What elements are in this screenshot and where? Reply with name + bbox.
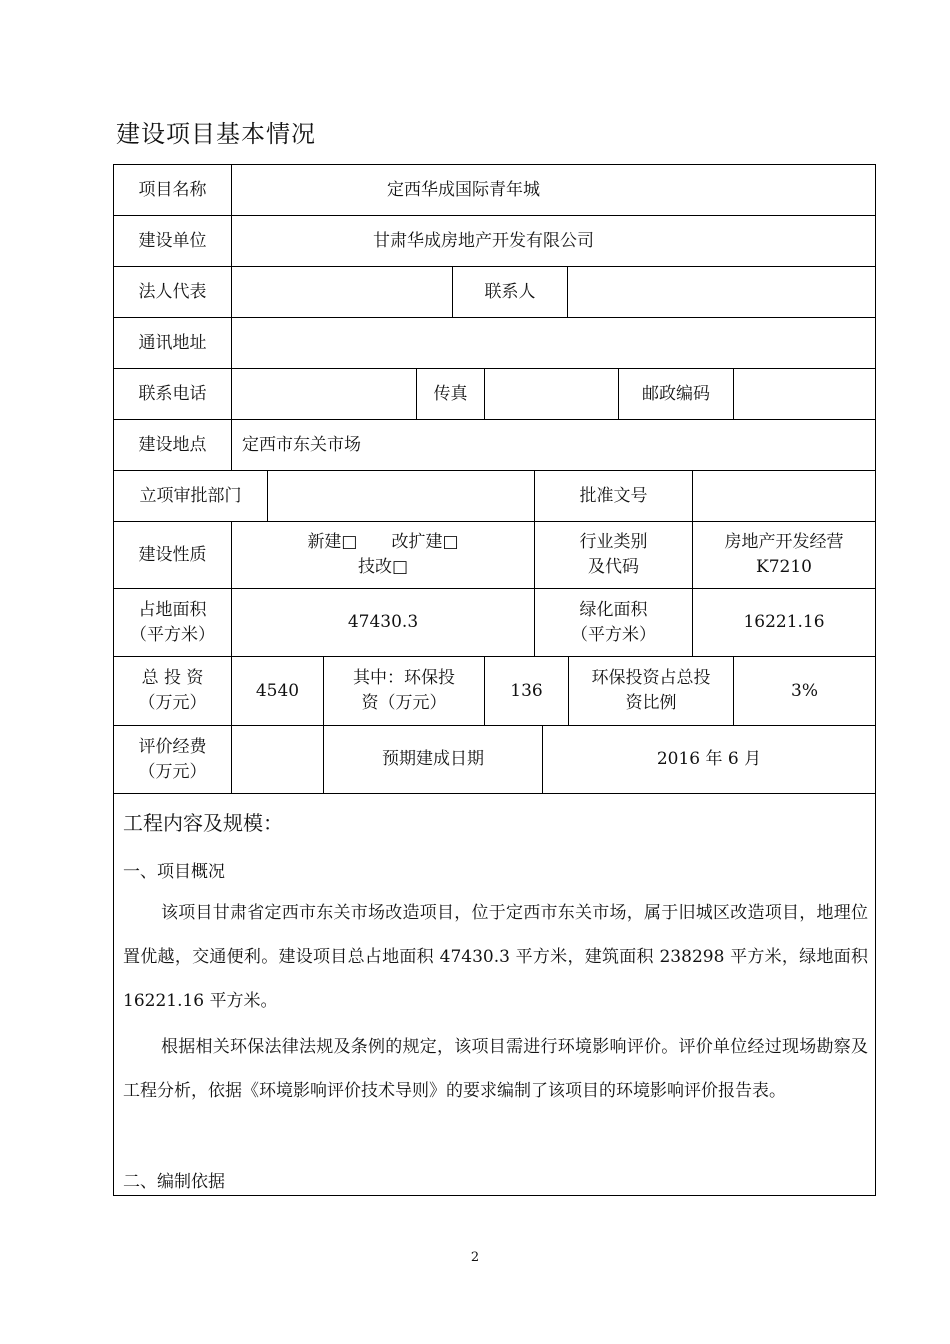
paragraph-overview: 该项目甘肃省定西市东关市场改造项目，位于定西市东关市场，属于旧城区改造项目，地理位置优越，交通便利。建设项目总占地面积 47430.3 平方米，建筑面积 238298 平方米，绿地面积 16221.16 平方米。 [123,903,868,1011]
contact-label: 联系人 [453,267,568,318]
total-invest-label [114,657,232,726]
fax-label: 传真 [417,369,485,420]
approval-dept-value [268,471,535,522]
site-value: 定西市东关市场 [232,420,875,471]
site-label: 建设地点 [114,420,232,471]
fax-value [485,369,619,420]
completion-label: 预期建成日期 [324,726,543,794]
phone-value [232,369,417,420]
green-area-label-line1: 绿化面积 [579,599,648,620]
industry-label-line2: 及代码 [588,557,639,577]
eval-fee-value [232,726,324,794]
phone-label: 联系电话 [114,369,232,420]
postcode-label: 邮政编码 [619,369,734,420]
industry-value-line2: K7210 [756,557,812,577]
nature-label: 建设性质 [114,522,232,589]
approval-no-value [693,471,875,522]
eval-fee-label-line2: （万元） [138,761,207,782]
green-area-label-line2: （平方米） [571,624,656,645]
industry-label [535,522,693,589]
land-area-label-line2: （平方米） [130,624,215,645]
green-area-value: 16221.16 [693,589,875,657]
env-ratio-label [569,657,734,726]
env-invest-value: 136 [485,657,569,726]
industry-value [693,522,875,589]
env-ratio-label-line1: 环保投资占总投 [591,668,711,688]
address-label: 通讯地址 [114,318,232,369]
project-name-text: 定西华成国际青年城 [387,179,540,200]
contact-value [568,267,875,318]
project-name-label: 项目名称 [114,165,232,216]
builder-label: 建设单位 [114,216,232,267]
page-title: 建设项目基本情况 [116,120,316,148]
total-invest-label-line2: （万元） [138,693,207,713]
env-invest-label-line1: 其中：环保投 [353,668,455,688]
nature-options-line1: 新建□ 改扩建□ [307,532,459,552]
project-name-value [232,165,875,216]
completion-value: 2016 年 6 月 [543,726,875,794]
address-value [232,318,875,369]
industry-label-line1: 行业类别 [579,532,648,552]
page-number: 2 [470,1250,480,1265]
builder-text: 甘肃华成房地产开发有限公司 [373,230,594,251]
eval-fee-label-line1: 评价经费 [138,736,207,757]
industry-value-line1: 房地产开发经营 [724,532,844,552]
legal-rep-value [232,267,453,318]
approval-dept-label: 立项审批部门 [114,471,268,522]
env-invest-label-line2: 资（万元） [361,693,447,713]
land-area-label-line1: 占地面积 [138,599,207,620]
section-heading-2: 二、编制依据 [123,1172,225,1192]
builder-value [232,216,875,267]
green-area-label [535,589,693,657]
nature-options-line2: 技改□ [357,557,409,577]
section-heading-1: 一、项目概况 [123,862,225,882]
total-invest-label-line1: 总 投 资 [141,668,204,688]
body-heading: 工程内容及规模： [123,811,283,835]
approval-no-label: 批准文号 [535,471,693,522]
nature-value [232,522,535,589]
paragraph-eia: 根据相关环保法律法规及条例的规定，该项目需进行环境影响评价。评价单位经过现场勘察及工程分析，依据《环境影响评价技术导则》的要求编制了该项目的环境影响评价报告表。 [123,1037,868,1101]
env-invest-label [324,657,485,726]
postcode-value [734,369,875,420]
env-ratio-value: 3% [734,657,875,726]
total-invest-value: 4540 [232,657,324,726]
land-area-value: 47430.3 [232,589,535,657]
legal-rep-label: 法人代表 [114,267,232,318]
land-area-label [114,589,232,657]
project-info-table [113,164,876,1196]
env-ratio-label-line2: 资比例 [625,693,677,713]
eval-fee-label [114,726,232,794]
